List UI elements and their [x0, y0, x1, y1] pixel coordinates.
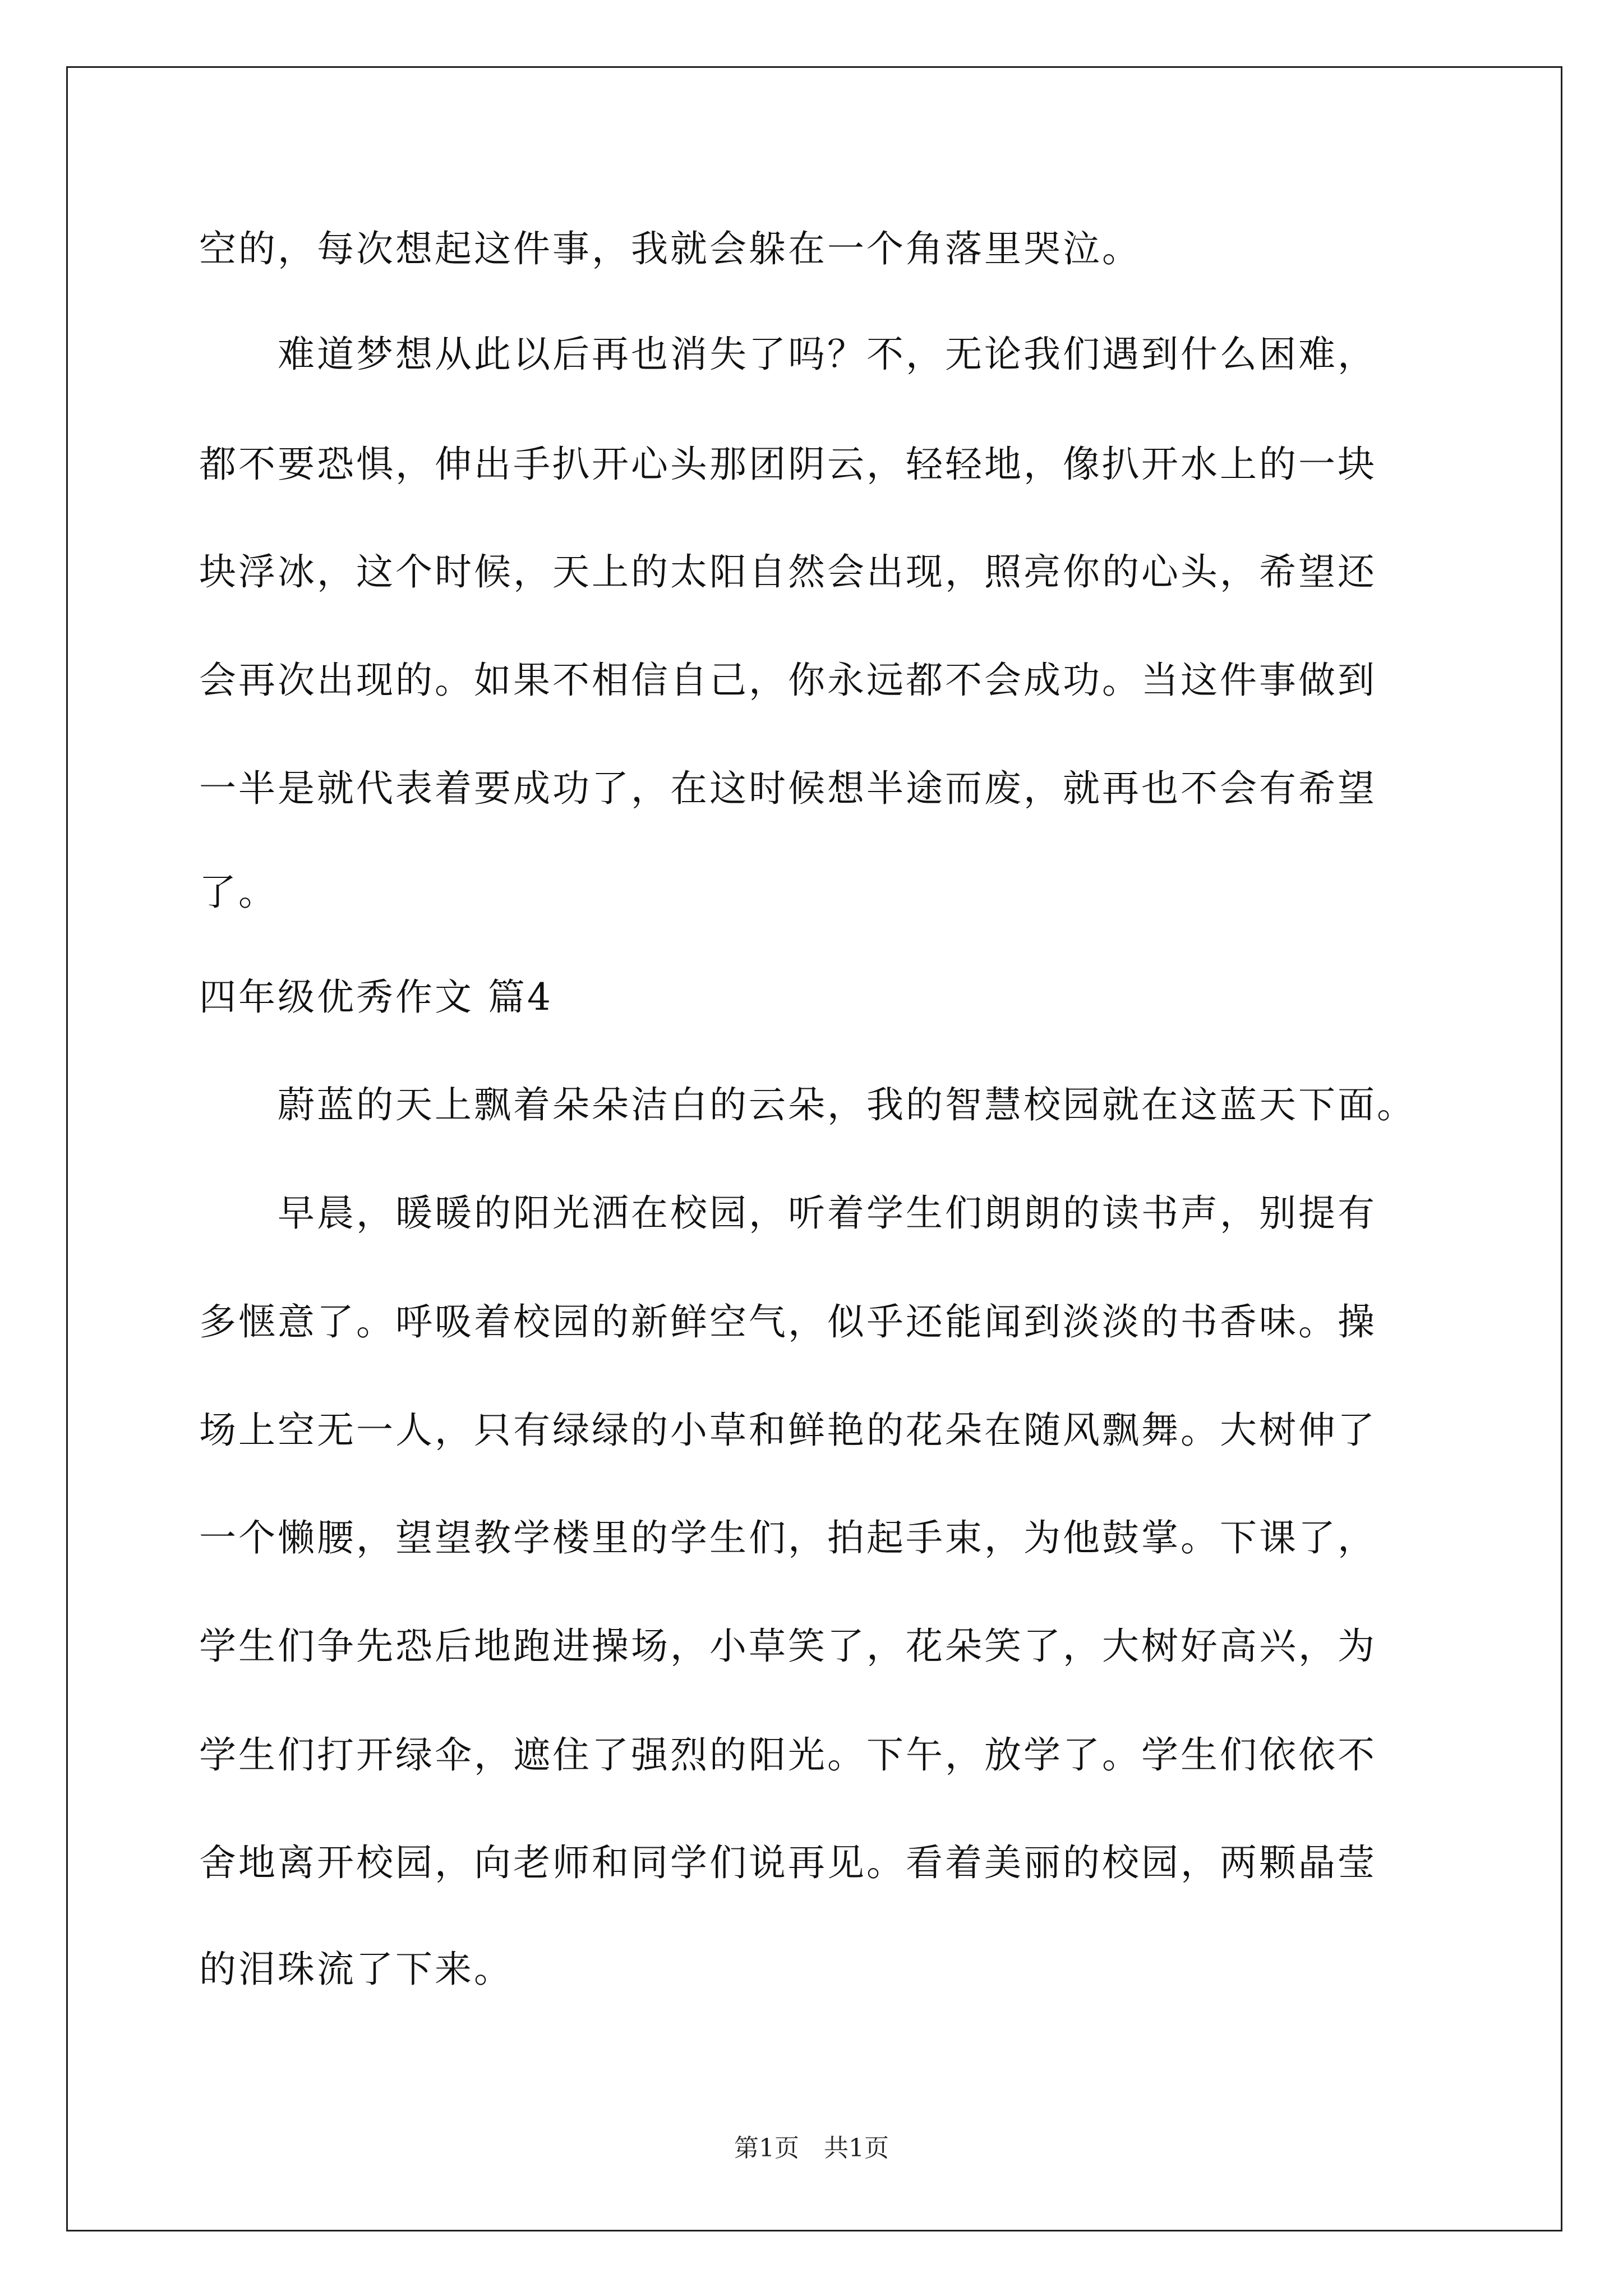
paragraph-line: 学生们争先恐后地跑进操场，小草笑了，花朵笑了，大树好高兴，为: [199, 1625, 1377, 1668]
paragraph-line: 一半是就代表着要成功了，在这时候想半途而废，就再也不会有希望: [199, 767, 1377, 810]
paragraph-line: 早晨，暖暖的阳光洒在校园，听着学生们朗朗的读书声，别提有: [199, 1191, 1377, 1235]
paragraph-line: 了。: [199, 871, 278, 914]
paragraph-line: 块浮冰，这个时候，天上的太阳自然会出现，照亮你的心头，希望还: [199, 550, 1377, 593]
paragraph-line: 会再次出现的。如果不相信自己，你永远都不会成功。当这件事做到: [199, 659, 1377, 702]
paragraph-line: 舍地离开校园，向老师和同学们说再见。看着美丽的校园，两颗晶莹: [199, 1841, 1377, 1884]
paragraph-line: 的泪珠流了下来。: [199, 1948, 513, 1991]
paragraph-line: 都不要恐惧，伸出手扒开心头那团阴云，轻轻地，像扒开水上的一块: [199, 443, 1377, 486]
paragraph-line: 一个懒腰，望望教学楼里的学生们，拍起手束，为他鼓掌。下课了，: [199, 1516, 1377, 1559]
paragraph-line: 蔚蓝的天上飘着朵朵洁白的云朵，我的智慧校园就在这蓝天下面。: [199, 1083, 1416, 1126]
paragraph-line: 学生们打开绿伞，遮住了强烈的阳光。下午，放学了。学生们依依不: [199, 1733, 1377, 1777]
paragraph-line: 多惬意了。呼吸着校园的新鲜空气，似乎还能闻到淡淡的书香味。操: [199, 1300, 1377, 1343]
page-border: [66, 66, 1562, 2231]
paragraph-line: 空的，每次想起这件事，我就会躲在一个角落里哭泣。: [199, 227, 1141, 270]
page-number-footer: 第1页 共1页: [734, 2134, 889, 2162]
paragraph-line: 场上空无一人，只有绿绿的小草和鲜艳的花朵在随风飘舞。大树伸了: [199, 1409, 1377, 1452]
section-heading: 四年级优秀作文 篇4: [199, 976, 553, 1019]
paragraph-line: 难道梦想从此以后再也消失了吗？不，无论我们遇到什么困难，: [199, 333, 1377, 376]
